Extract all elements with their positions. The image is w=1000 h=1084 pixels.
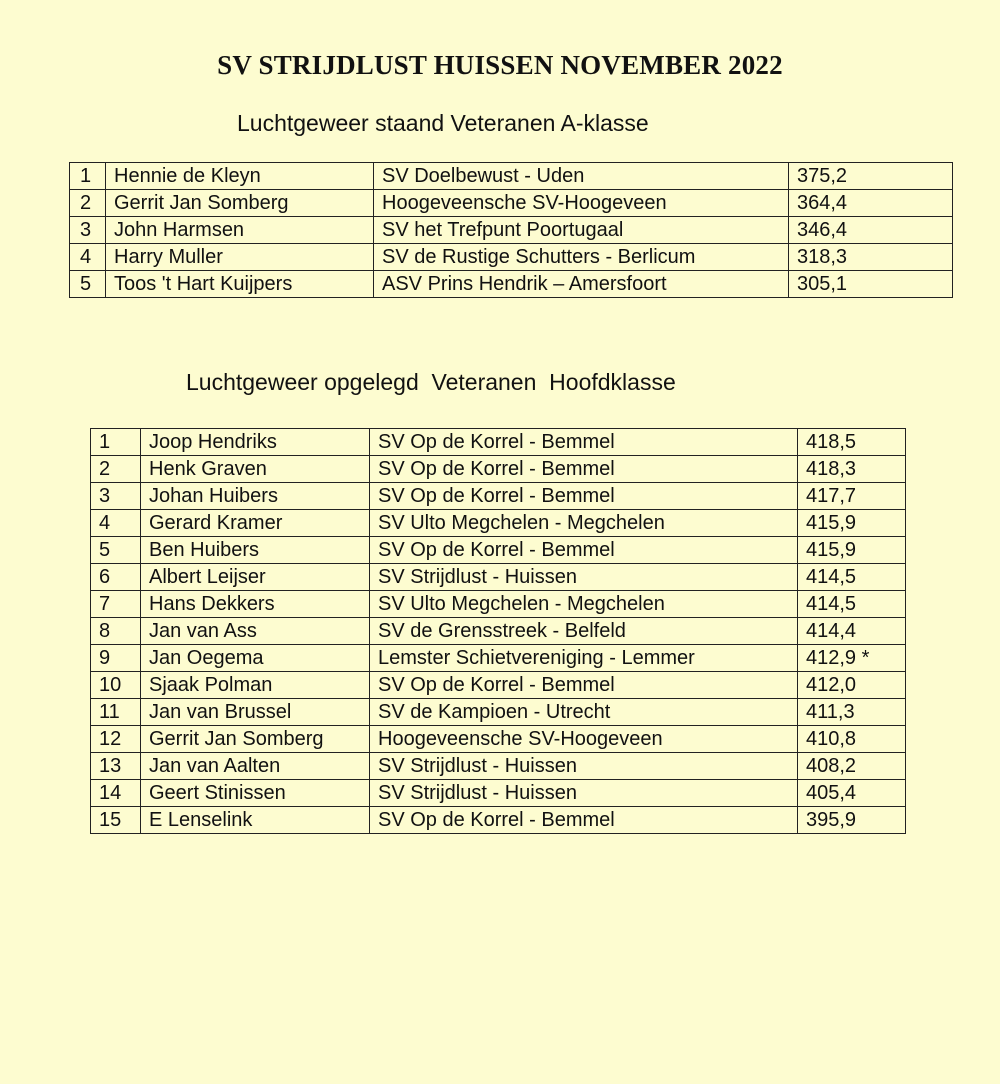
club-cell: SV Op de Korrel - Bemmel [370,456,798,483]
name-cell: Jan van Aalten [141,753,370,780]
score-cell: 405,4 [798,780,906,807]
rank-cell: 1 [70,163,106,190]
rank-cell: 6 [91,564,141,591]
rank-cell: 13 [91,753,141,780]
table-row [91,591,906,618]
name-cell: Harry Muller [106,244,374,271]
name-cell: Sjaak Polman [141,672,370,699]
name-cell: Joop Hendriks [141,429,370,456]
name-cell: Hennie de Kleyn [106,163,374,190]
table-row [91,699,906,726]
name-cell: Gerrit Jan Somberg [106,190,374,217]
score-cell: 364,4 [789,190,953,217]
name-cell: E Lenselink [141,807,370,834]
name-cell: John Harmsen [106,217,374,244]
name-cell: Jan van Brussel [141,699,370,726]
club-cell: SV Op de Korrel - Bemmel [370,537,798,564]
name-cell: Albert Leijser [141,564,370,591]
table-row [70,271,953,298]
name-cell: Ben Huibers [141,537,370,564]
name-cell: Johan Huibers [141,483,370,510]
club-cell: ASV Prins Hendrik – Amersfoort [374,271,789,298]
club-cell: SV Strijdlust - Huissen [370,780,798,807]
table-row [91,807,906,834]
score-cell: 417,7 [798,483,906,510]
table-row [91,753,906,780]
table-row [91,429,906,456]
name-cell: Jan van Ass [141,618,370,645]
club-cell: SV Ulto Megchelen - Megchelen [370,510,798,537]
score-cell: 412,0 [798,672,906,699]
table-row [91,645,906,672]
score-cell: 418,5 [798,429,906,456]
table-row [91,726,906,753]
club-cell: SV Doelbewust - Uden [374,163,789,190]
club-cell: SV Op de Korrel - Bemmel [370,483,798,510]
score-cell: 415,9 [798,510,906,537]
name-cell: Gerard Kramer [141,510,370,537]
club-cell: Lemster Schietvereniging - Lemmer [370,645,798,672]
score-cell: 305,1 [789,271,953,298]
score-cell: 411,3 [798,699,906,726]
table-row [70,217,953,244]
table-row [70,163,953,190]
results-table-a [69,162,953,298]
club-cell: SV Ulto Megchelen - Megchelen [370,591,798,618]
score-cell: 414,5 [798,591,906,618]
club-cell: SV Op de Korrel - Bemmel [370,807,798,834]
score-cell: 408,2 [798,753,906,780]
table-row [91,537,906,564]
rank-cell: 5 [70,271,106,298]
section-a-heading: Luchtgeweer staand Veteranen A-klasse [237,110,649,136]
score-cell: 412,9 * [798,645,906,672]
club-cell: SV Strijdlust - Huissen [370,564,798,591]
name-cell: Henk Graven [141,456,370,483]
score-cell: 415,9 [798,537,906,564]
table-row [91,510,906,537]
table-row [91,618,906,645]
table-row [91,483,906,510]
club-cell: SV Op de Korrel - Bemmel [370,429,798,456]
score-cell: 410,8 [798,726,906,753]
rank-cell: 4 [70,244,106,271]
rank-cell: 1 [91,429,141,456]
club-cell: SV Strijdlust - Huissen [370,753,798,780]
table-row [91,780,906,807]
rank-cell: 2 [70,190,106,217]
rank-cell: 8 [91,618,141,645]
table-row [91,672,906,699]
page-title: SV STRIJDLUST HUISSEN NOVEMBER 2022 [217,50,783,80]
club-cell: Hoogeveensche SV-Hoogeveen [370,726,798,753]
name-cell: Hans Dekkers [141,591,370,618]
rank-cell: 10 [91,672,141,699]
club-cell: SV de Grensstreek - Belfeld [370,618,798,645]
score-cell: 395,9 [798,807,906,834]
rank-cell: 7 [91,591,141,618]
results-table-b [90,428,906,834]
name-cell: Toos 't Hart Kuijpers [106,271,374,298]
rank-cell: 3 [91,483,141,510]
rank-cell: 5 [91,537,141,564]
score-cell: 375,2 [789,163,953,190]
rank-cell: 14 [91,780,141,807]
club-cell: SV Op de Korrel - Bemmel [370,672,798,699]
table-row [70,244,953,271]
score-cell: 414,4 [798,618,906,645]
club-cell: Hoogeveensche SV-Hoogeveen [374,190,789,217]
score-cell: 318,3 [789,244,953,271]
name-cell: Jan Oegema [141,645,370,672]
club-cell: SV het Trefpunt Poortugaal [374,217,789,244]
table-row [91,456,906,483]
name-cell: Gerrit Jan Somberg [141,726,370,753]
score-cell: 418,3 [798,456,906,483]
score-cell: 414,5 [798,564,906,591]
rank-cell: 9 [91,645,141,672]
table-row [70,190,953,217]
section-b-heading: Luchtgeweer opgelegd Veteranen Hoofdklasse [186,369,676,395]
rank-cell: 3 [70,217,106,244]
score-cell: 346,4 [789,217,953,244]
club-cell: SV de Rustige Schutters - Berlicum [374,244,789,271]
rank-cell: 11 [91,699,141,726]
table-row [91,564,906,591]
club-cell: SV de Kampioen - Utrecht [370,699,798,726]
rank-cell: 2 [91,456,141,483]
rank-cell: 4 [91,510,141,537]
name-cell: Geert Stinissen [141,780,370,807]
rank-cell: 12 [91,726,141,753]
rank-cell: 15 [91,807,141,834]
